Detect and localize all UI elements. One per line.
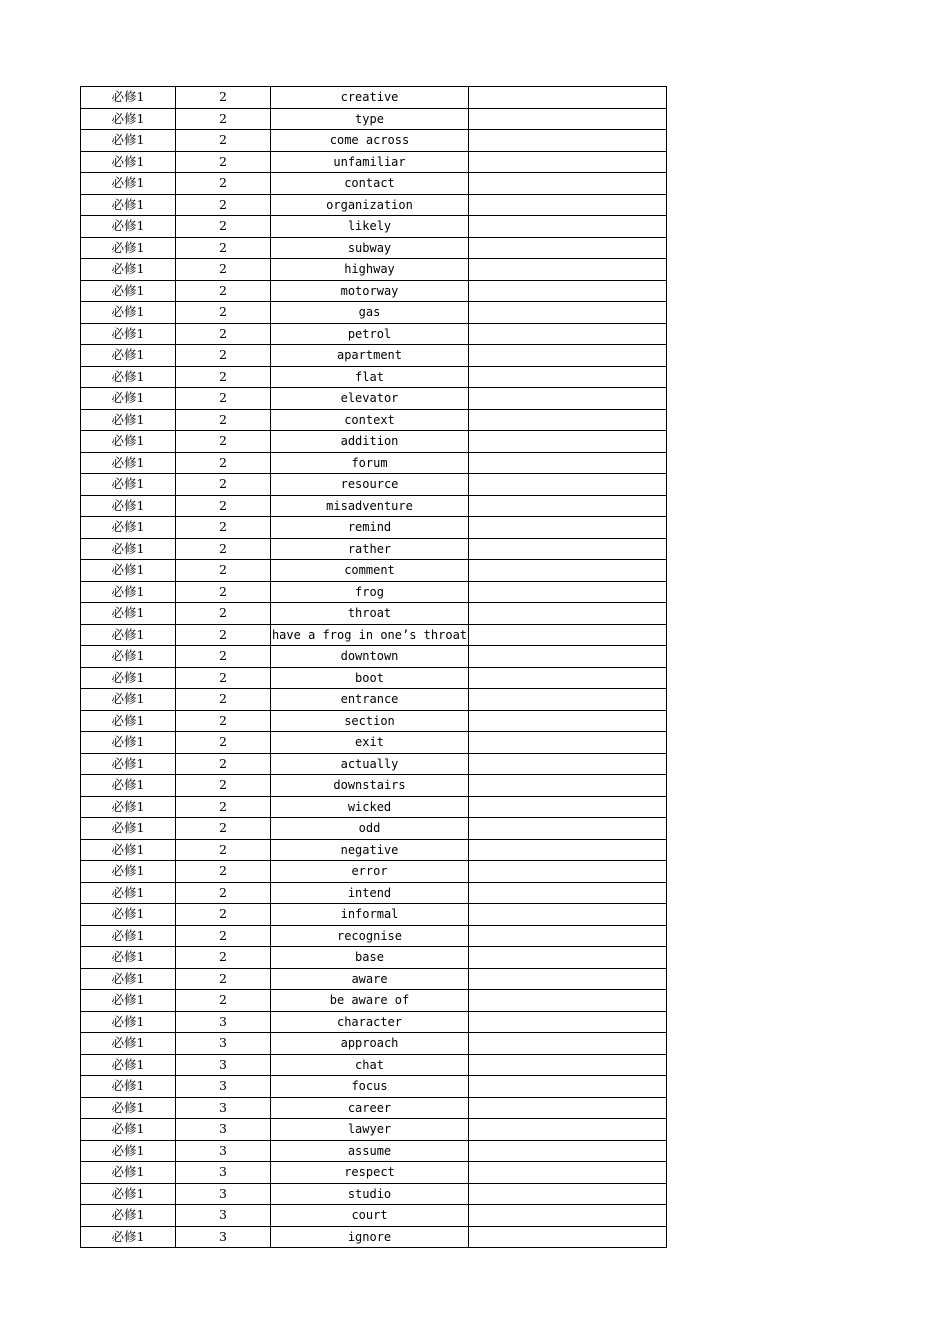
cell-book[interactable]: 必修1: [81, 538, 176, 560]
cell-unit[interactable]: 2: [176, 280, 271, 302]
table-row: [81, 904, 667, 926]
table-row: [81, 409, 667, 431]
table-row: [81, 667, 667, 689]
cell-unit[interactable]: 3: [176, 1226, 271, 1248]
cell-unit[interactable]: 2: [176, 603, 271, 625]
cell-note[interactable]: [469, 1033, 667, 1055]
cell-note[interactable]: [469, 151, 667, 173]
cell-book[interactable]: 必修1: [81, 861, 176, 883]
cell-word[interactable]: recognise: [271, 925, 469, 947]
table-row: [81, 818, 667, 840]
table-row: [81, 925, 667, 947]
cell-unit[interactable]: 2: [176, 796, 271, 818]
table-row: [81, 151, 667, 173]
table-row: [81, 1119, 667, 1141]
cell-word[interactable]: aware: [271, 968, 469, 990]
cell-book[interactable]: 必修1: [81, 1205, 176, 1227]
cell-book[interactable]: 必修1: [81, 431, 176, 453]
cell-note[interactable]: [469, 1054, 667, 1076]
cell-note[interactable]: [469, 431, 667, 453]
cell-word[interactable]: elevator: [271, 388, 469, 410]
cell-unit[interactable]: 3: [176, 1033, 271, 1055]
cell-note[interactable]: [469, 818, 667, 840]
cell-word[interactable]: respect: [271, 1162, 469, 1184]
table-row: [81, 280, 667, 302]
cell-book[interactable]: 必修1: [81, 1183, 176, 1205]
table-row: [81, 646, 667, 668]
table-row: [81, 560, 667, 582]
cell-unit[interactable]: 2: [176, 388, 271, 410]
cell-word[interactable]: odd: [271, 818, 469, 840]
table-row: [81, 990, 667, 1012]
table-row: [81, 839, 667, 861]
cell-book[interactable]: 必修1: [81, 839, 176, 861]
cell-word[interactable]: approach: [271, 1033, 469, 1055]
cell-word[interactable]: unfamiliar: [271, 151, 469, 173]
table-row: [81, 1205, 667, 1227]
table-row: [81, 882, 667, 904]
table-row: [81, 302, 667, 324]
cell-note[interactable]: [469, 237, 667, 259]
cell-book[interactable]: 必修1: [81, 882, 176, 904]
cell-word[interactable]: flat: [271, 366, 469, 388]
cell-word[interactable]: be aware of: [271, 990, 469, 1012]
cell-book[interactable]: 必修1: [81, 1011, 176, 1033]
cell-book[interactable]: 必修1: [81, 968, 176, 990]
table-row: [81, 1162, 667, 1184]
table-row: [81, 1183, 667, 1205]
table-row: [81, 1140, 667, 1162]
cell-book[interactable]: 必修1: [81, 452, 176, 474]
cell-book[interactable]: 必修1: [81, 237, 176, 259]
cell-book[interactable]: 必修1: [81, 947, 176, 969]
table-row: [81, 710, 667, 732]
cell-word[interactable]: negative: [271, 839, 469, 861]
cell-unit[interactable]: 2: [176, 237, 271, 259]
cell-unit[interactable]: 2: [176, 925, 271, 947]
cell-note[interactable]: [469, 990, 667, 1012]
cell-word[interactable]: comment: [271, 560, 469, 582]
table-row: [81, 366, 667, 388]
table-row: [81, 1054, 667, 1076]
cell-note[interactable]: [469, 861, 667, 883]
cell-word[interactable]: ignore: [271, 1226, 469, 1248]
table-row: [81, 732, 667, 754]
cell-word[interactable]: organization: [271, 194, 469, 216]
cell-book[interactable]: 必修1: [81, 710, 176, 732]
cell-word[interactable]: motorway: [271, 280, 469, 302]
cell-note[interactable]: [469, 689, 667, 711]
table-row: [81, 1011, 667, 1033]
cell-note[interactable]: [469, 560, 667, 582]
table-row: [81, 216, 667, 238]
cell-note[interactable]: [469, 173, 667, 195]
cell-book[interactable]: 必修1: [81, 1140, 176, 1162]
cell-unit[interactable]: 3: [176, 1054, 271, 1076]
cell-note[interactable]: [469, 108, 667, 130]
cell-book[interactable]: 必修1: [81, 216, 176, 238]
table-row: [81, 431, 667, 453]
cell-unit[interactable]: 2: [176, 409, 271, 431]
cell-book[interactable]: 必修1: [81, 603, 176, 625]
cell-book[interactable]: 必修1: [81, 474, 176, 496]
cell-book[interactable]: 必修1: [81, 753, 176, 775]
cell-note[interactable]: [469, 968, 667, 990]
cell-note[interactable]: [469, 259, 667, 281]
table-row: [81, 345, 667, 367]
table-row: [81, 1076, 667, 1098]
cell-word[interactable]: have a frog in one’s throat: [271, 624, 469, 646]
cell-note[interactable]: [469, 538, 667, 560]
cell-note[interactable]: [469, 732, 667, 754]
cell-word[interactable]: boot: [271, 667, 469, 689]
cell-note[interactable]: [469, 839, 667, 861]
cell-book[interactable]: 必修1: [81, 1226, 176, 1248]
table-row: [81, 1226, 667, 1248]
cell-book[interactable]: 必修1: [81, 667, 176, 689]
cell-unit[interactable]: 2: [176, 753, 271, 775]
cell-unit[interactable]: 2: [176, 839, 271, 861]
cell-book[interactable]: 必修1: [81, 1033, 176, 1055]
cell-word[interactable]: petrol: [271, 323, 469, 345]
table-row: [81, 581, 667, 603]
table-row: [81, 323, 667, 345]
table-row: [81, 775, 667, 797]
cell-word[interactable]: contact: [271, 173, 469, 195]
cell-book[interactable]: 必修1: [81, 151, 176, 173]
cell-word[interactable]: downstairs: [271, 775, 469, 797]
cell-unit[interactable]: 2: [176, 259, 271, 281]
cell-unit[interactable]: 2: [176, 861, 271, 883]
table-row: [81, 861, 667, 883]
cell-note[interactable]: [469, 1076, 667, 1098]
cell-word[interactable]: base: [271, 947, 469, 969]
cell-book[interactable]: 必修1: [81, 732, 176, 754]
cell-word[interactable]: entrance: [271, 689, 469, 711]
table-row: [81, 452, 667, 474]
table-row: [81, 1033, 667, 1055]
cell-unit[interactable]: 2: [176, 517, 271, 539]
cell-note[interactable]: [469, 495, 667, 517]
cell-unit[interactable]: 2: [176, 216, 271, 238]
cell-unit[interactable]: 2: [176, 452, 271, 474]
cell-unit[interactable]: 2: [176, 366, 271, 388]
cell-note[interactable]: [469, 1226, 667, 1248]
cell-note[interactable]: [469, 452, 667, 474]
cell-word[interactable]: likely: [271, 216, 469, 238]
cell-unit[interactable]: 3: [176, 1183, 271, 1205]
cell-word[interactable]: highway: [271, 259, 469, 281]
cell-note[interactable]: [469, 1205, 667, 1227]
cell-book[interactable]: 必修1: [81, 904, 176, 926]
cell-word[interactable]: context: [271, 409, 469, 431]
table-row: [81, 474, 667, 496]
cell-note[interactable]: [469, 280, 667, 302]
table-row: [81, 108, 667, 130]
cell-book[interactable]: 必修1: [81, 280, 176, 302]
table-row: [81, 194, 667, 216]
table-row: [81, 237, 667, 259]
cell-book[interactable]: 必修1: [81, 366, 176, 388]
cell-word[interactable]: actually: [271, 753, 469, 775]
cell-word[interactable]: come across: [271, 130, 469, 152]
cell-unit[interactable]: 2: [176, 710, 271, 732]
cell-note[interactable]: [469, 194, 667, 216]
cell-word[interactable]: wicked: [271, 796, 469, 818]
cell-note[interactable]: [469, 925, 667, 947]
cell-word[interactable]: throat: [271, 603, 469, 625]
cell-book[interactable]: 必修1: [81, 1097, 176, 1119]
cell-word[interactable]: subway: [271, 237, 469, 259]
cell-unit[interactable]: 3: [176, 1011, 271, 1033]
cell-word[interactable]: section: [271, 710, 469, 732]
table-row: [81, 259, 667, 281]
cell-note[interactable]: [469, 345, 667, 367]
cell-note[interactable]: [469, 130, 667, 152]
cell-note[interactable]: [469, 1140, 667, 1162]
cell-word[interactable]: downtown: [271, 646, 469, 668]
cell-word[interactable]: type: [271, 108, 469, 130]
cell-word[interactable]: character: [271, 1011, 469, 1033]
cell-unit[interactable]: 2: [176, 560, 271, 582]
table-row: [81, 1097, 667, 1119]
cell-note[interactable]: [469, 603, 667, 625]
cell-note[interactable]: [469, 474, 667, 496]
cell-unit[interactable]: 2: [176, 87, 271, 109]
cell-word[interactable]: remind: [271, 517, 469, 539]
cell-book[interactable]: 必修1: [81, 1076, 176, 1098]
cell-book[interactable]: 必修1: [81, 624, 176, 646]
cell-unit[interactable]: 2: [176, 538, 271, 560]
cell-unit[interactable]: 2: [176, 732, 271, 754]
cell-unit[interactable]: 2: [176, 624, 271, 646]
cell-book[interactable]: 必修1: [81, 345, 176, 367]
cell-unit[interactable]: 2: [176, 323, 271, 345]
cell-unit[interactable]: 2: [176, 968, 271, 990]
cell-unit[interactable]: 2: [176, 431, 271, 453]
cell-book[interactable]: 必修1: [81, 87, 176, 109]
cell-book[interactable]: 必修1: [81, 173, 176, 195]
vocabulary-table: [80, 86, 667, 1248]
table-row: [81, 968, 667, 990]
cell-book[interactable]: 必修1: [81, 990, 176, 1012]
cell-word[interactable]: studio: [271, 1183, 469, 1205]
cell-note[interactable]: [469, 1162, 667, 1184]
table-row: [81, 603, 667, 625]
cell-word[interactable]: frog: [271, 581, 469, 603]
cell-unit[interactable]: 2: [176, 581, 271, 603]
cell-unit[interactable]: 2: [176, 990, 271, 1012]
table-row: [81, 689, 667, 711]
cell-note[interactable]: [469, 753, 667, 775]
cell-note[interactable]: [469, 710, 667, 732]
cell-note[interactable]: [469, 646, 667, 668]
cell-book[interactable]: 必修1: [81, 495, 176, 517]
cell-note[interactable]: [469, 624, 667, 646]
cell-word[interactable]: error: [271, 861, 469, 883]
cell-book[interactable]: 必修1: [81, 302, 176, 324]
cell-book[interactable]: 必修1: [81, 388, 176, 410]
cell-book[interactable]: 必修1: [81, 775, 176, 797]
cell-word[interactable]: intend: [271, 882, 469, 904]
cell-unit[interactable]: 3: [176, 1140, 271, 1162]
cell-unit[interactable]: 2: [176, 904, 271, 926]
table-row: [81, 753, 667, 775]
table-row: [81, 173, 667, 195]
cell-book[interactable]: 必修1: [81, 818, 176, 840]
cell-book[interactable]: 必修1: [81, 796, 176, 818]
cell-note[interactable]: [469, 947, 667, 969]
cell-unit[interactable]: 2: [176, 689, 271, 711]
cell-note[interactable]: [469, 1119, 667, 1141]
cell-unit[interactable]: 2: [176, 474, 271, 496]
cell-book[interactable]: 必修1: [81, 194, 176, 216]
table-row: [81, 87, 667, 109]
cell-unit[interactable]: 3: [176, 1205, 271, 1227]
table-row: [81, 947, 667, 969]
table-row: [81, 388, 667, 410]
cell-word[interactable]: resource: [271, 474, 469, 496]
cell-unit[interactable]: 2: [176, 667, 271, 689]
cell-word[interactable]: rather: [271, 538, 469, 560]
cell-book[interactable]: 必修1: [81, 409, 176, 431]
cell-word[interactable]: assume: [271, 1140, 469, 1162]
cell-note[interactable]: [469, 517, 667, 539]
cell-unit[interactable]: 2: [176, 646, 271, 668]
table-row: [81, 495, 667, 517]
cell-book[interactable]: 必修1: [81, 689, 176, 711]
cell-word[interactable]: focus: [271, 1076, 469, 1098]
cell-book[interactable]: 必修1: [81, 130, 176, 152]
cell-unit[interactable]: 2: [176, 947, 271, 969]
cell-note[interactable]: [469, 1011, 667, 1033]
cell-word[interactable]: apartment: [271, 345, 469, 367]
cell-word[interactable]: informal: [271, 904, 469, 926]
cell-unit[interactable]: 2: [176, 173, 271, 195]
cell-book[interactable]: 必修1: [81, 108, 176, 130]
cell-unit[interactable]: 2: [176, 882, 271, 904]
cell-unit[interactable]: 3: [176, 1119, 271, 1141]
cell-unit[interactable]: 2: [176, 108, 271, 130]
cell-unit[interactable]: 3: [176, 1097, 271, 1119]
cell-note[interactable]: [469, 1183, 667, 1205]
cell-book[interactable]: 必修1: [81, 1162, 176, 1184]
cell-note[interactable]: [469, 366, 667, 388]
cell-note[interactable]: [469, 775, 667, 797]
cell-word[interactable]: chat: [271, 1054, 469, 1076]
cell-unit[interactable]: 2: [176, 130, 271, 152]
cell-book[interactable]: 必修1: [81, 259, 176, 281]
table-row: [81, 624, 667, 646]
cell-unit[interactable]: 2: [176, 818, 271, 840]
cell-book[interactable]: 必修1: [81, 925, 176, 947]
cell-word[interactable]: creative: [271, 87, 469, 109]
cell-unit[interactable]: 2: [176, 345, 271, 367]
cell-book[interactable]: 必修1: [81, 560, 176, 582]
cell-word[interactable]: misadventure: [271, 495, 469, 517]
table-row: [81, 538, 667, 560]
cell-word[interactable]: addition: [271, 431, 469, 453]
cell-note[interactable]: [469, 87, 667, 109]
cell-book[interactable]: 必修1: [81, 1054, 176, 1076]
cell-note[interactable]: [469, 882, 667, 904]
cell-unit[interactable]: 2: [176, 775, 271, 797]
cell-unit[interactable]: 2: [176, 495, 271, 517]
cell-note[interactable]: [469, 323, 667, 345]
cell-note[interactable]: [469, 216, 667, 238]
cell-book[interactable]: 必修1: [81, 1119, 176, 1141]
cell-word[interactable]: forum: [271, 452, 469, 474]
cell-unit[interactable]: 3: [176, 1162, 271, 1184]
cell-book[interactable]: 必修1: [81, 517, 176, 539]
cell-unit[interactable]: 2: [176, 151, 271, 173]
cell-word[interactable]: career: [271, 1097, 469, 1119]
cell-word[interactable]: court: [271, 1205, 469, 1227]
cell-note[interactable]: [469, 302, 667, 324]
cell-note[interactable]: [469, 388, 667, 410]
cell-book[interactable]: 必修1: [81, 646, 176, 668]
cell-note[interactable]: [469, 1097, 667, 1119]
cell-word[interactable]: lawyer: [271, 1119, 469, 1141]
cell-unit[interactable]: 3: [176, 1076, 271, 1098]
cell-note[interactable]: [469, 904, 667, 926]
cell-note[interactable]: [469, 581, 667, 603]
table-row: [81, 796, 667, 818]
cell-book[interactable]: 必修1: [81, 323, 176, 345]
cell-unit[interactable]: 2: [176, 194, 271, 216]
cell-unit[interactable]: 2: [176, 302, 271, 324]
cell-word[interactable]: exit: [271, 732, 469, 754]
cell-note[interactable]: [469, 409, 667, 431]
table-row: [81, 130, 667, 152]
cell-note[interactable]: [469, 667, 667, 689]
table-row: [81, 517, 667, 539]
cell-note[interactable]: [469, 796, 667, 818]
vocabulary-table-body: [81, 87, 667, 1248]
cell-book[interactable]: 必修1: [81, 581, 176, 603]
cell-word[interactable]: gas: [271, 302, 469, 324]
